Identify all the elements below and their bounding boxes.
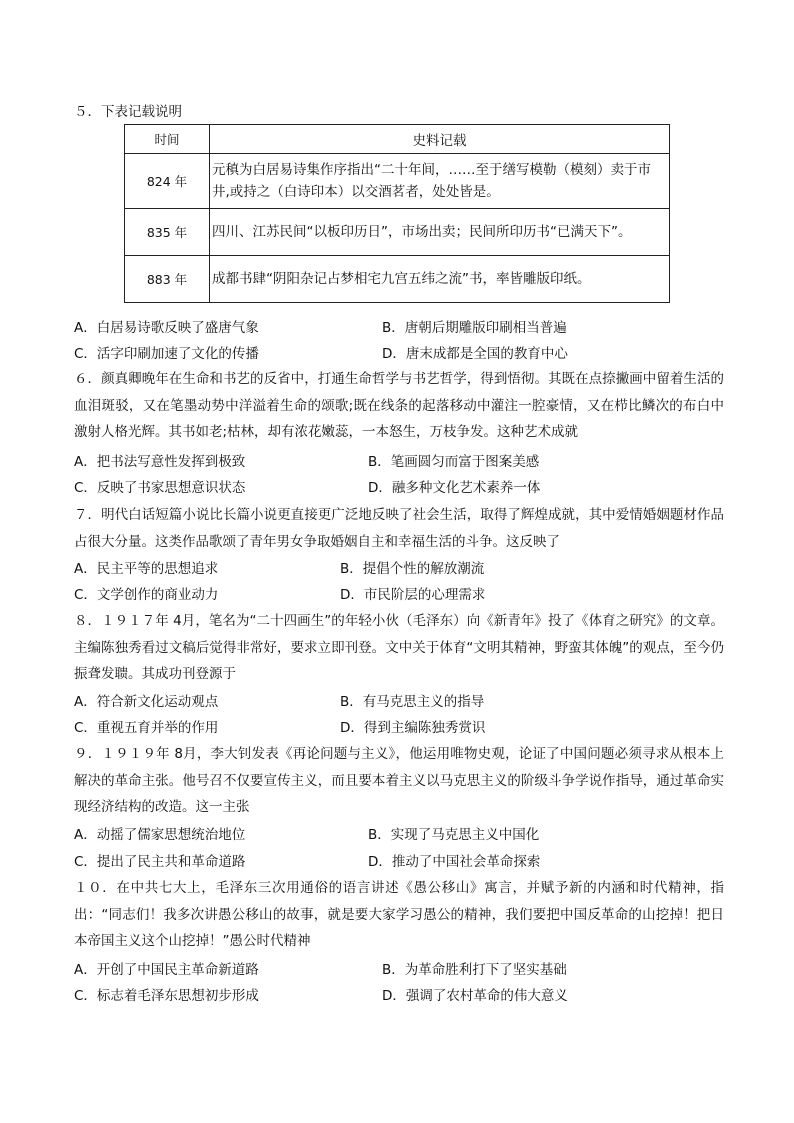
table-cell-record: 成都书肆“阴阳杂记占梦相宅九宫五纬之流”书，率皆雕版印纸。 [210, 256, 670, 303]
question-8-option-b: B．有马克思主义的指导 [340, 694, 485, 710]
table-row [125, 209, 670, 256]
question-10-stem: １０．在中共七大上，毛泽东三次用通俗的语言讲述《愚公移山》寓言，并赋予新的内涵和时代精神，指出：“同志们！我多次讲愚公移山的故事，就是要大家学习愚公的精神，我们要把中国反革命的山挖掉！把日本帝国主义这个山挖掉！”愚公时代精神 [74, 880, 724, 949]
question-6-option-b: B．笔画圆匀而富于图案美感 [368, 454, 540, 470]
table-cell-time: 824 年 [125, 154, 210, 209]
question-8-option-d: D．得到主编陈独秀赏识 [340, 720, 486, 736]
question-10-option-a: A．开创了中国民主革命新道路 [74, 962, 259, 978]
question-9-stem: ９．１９１９年 8月，李大钊发表《再论问题与主义》，他运用唯物史观，论证了中国问题必须寻求从根本上解决的革命主张。他号召不仅要宣传主义，而且要本着主义以马克思主义的阶级斗争学说作指导，通过革命实现经济结构的改造。这一主张 [74, 746, 724, 815]
question-9-option-d: D．推动了中国社会革命探索 [368, 854, 541, 870]
question-6-option-c: C．反映了书家思想意识状态 [74, 480, 246, 496]
table-header-row [125, 125, 670, 154]
question-10-option-d: D．强调了农村革命的伟大意义 [382, 988, 568, 1004]
question-10-option-b: B．为革命胜利打下了坚实基础 [382, 962, 567, 978]
question-8-stem: ８．１９１７年 4月，笔名为“二十四画生”的年轻小伙（毛泽东）向《新青年》投了《体育之研究》的文章。主编陈独秀看过文稿后觉得非常好，要求立即刊登。文中关于体育“文明其精神，野蛮其体魄”的观点，至今仍振聋发聩。其成功刊登源于 [74, 613, 724, 682]
question-6-option-a: A．把书法写意性发挥到极致 [74, 454, 246, 470]
question-5-option-b: B．唐朝后期雕版印刷相当普遍 [382, 320, 567, 336]
question-6-stem: ６．颜真卿晚年在生命和书艺的反省中，打通生命哲学与书艺哲学，得到悟彻。其既在点捺撇画中留着生活的血泪斑驳，又在笔墨动势中洋溢着生命的颂歌;既在线条的起落移动中灌注一腔豪情，又在栉比鳞次的布白中激射人格光辉。其书如老;枯林，却有浓花嫩蕊，一本怒生，万枝争发。这种艺术成就 [74, 371, 724, 440]
question-9-option-b: B．实现了马克思主义中国化 [368, 827, 540, 843]
question-7-option-d: D．市民阶层的心理需求 [340, 587, 486, 603]
question-8-option-a: A．符合新文化运动观点 [74, 694, 219, 710]
question-10-option-c: C．标志着毛泽东思想初步形成 [74, 988, 259, 1004]
question-7-option-c: C．文学创作的商业动力 [74, 587, 219, 603]
question-5-option-d: D．唐末成都是全国的教育中心 [382, 346, 568, 362]
question-9-option-c: C．提出了民主共和革命道路 [74, 854, 246, 870]
question-8-option-c: C．重视五育并举的作用 [74, 720, 219, 736]
table-cell-record: 元稹为白居易诗集作序指出“二十年间，……至于缮写模勒（模刻）卖于市井,或持之（白诗印本）以交酒茗者，处处皆是。 [210, 154, 670, 209]
table-header-time: 时间 [125, 125, 210, 154]
table-row [125, 154, 670, 209]
question-9-option-a: A．动摇了儒家思想统治地位 [74, 827, 246, 843]
question-7-option-a: A．民主平等的思想追求 [74, 561, 219, 577]
table-cell-record: 四川、江苏民间“以板印历日”，市场出卖；民间所印历书“已满天下”。 [210, 209, 670, 256]
table-cell-time: 835 年 [125, 209, 210, 256]
history-records-table [124, 124, 670, 303]
table-row [125, 256, 670, 303]
question-6-option-d: D．融多种文化艺术素养一体 [368, 480, 541, 496]
question-7-stem: ７．明代白话短篇小说比长篇小说更直接更广泛地反映了社会生活，取得了辉煌成就，其中爱情婚姻题材作品占很大分量。这类作品歌颂了青年男女争取婚姻自主和幸福生活的斗争。这反映了 [74, 507, 724, 550]
question-5-option-a: A．白居易诗歌反映了盛唐气象 [74, 320, 259, 336]
question-5-stem: ５．下表记载说明 [74, 104, 182, 120]
table-header-record: 史料记载 [210, 125, 670, 154]
question-5-option-c: C．活字印刷加速了文化的传播 [74, 346, 259, 362]
question-7-option-b: B．提倡个性的解放潮流 [340, 561, 485, 577]
table-cell-time: 883 年 [125, 256, 210, 303]
